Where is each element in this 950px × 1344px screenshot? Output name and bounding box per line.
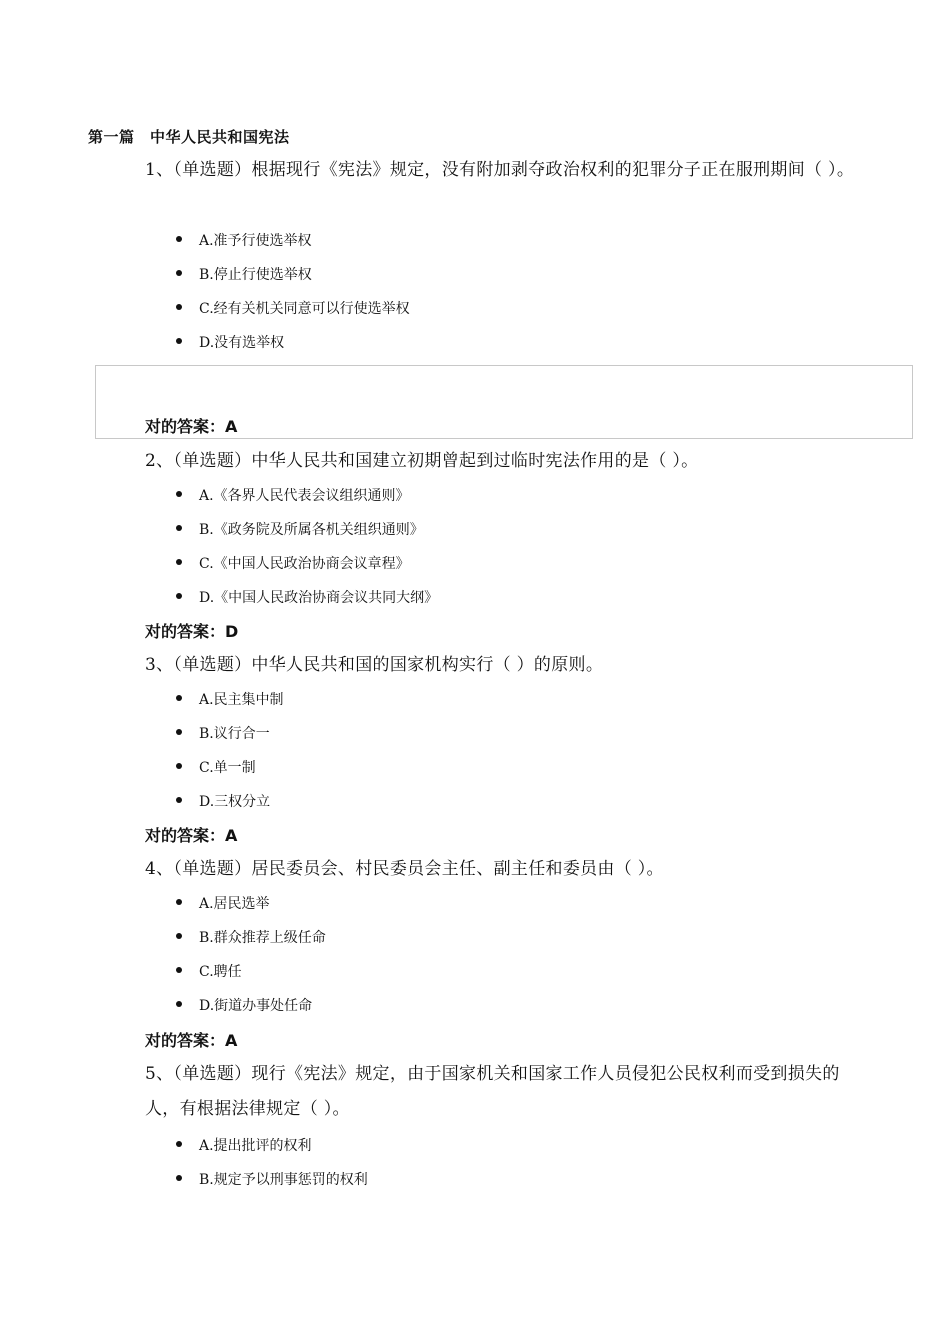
section-title: 第一篇 中华人民共和国宪法 (88, 128, 290, 146)
option-label: D.街道办事处任命 (199, 998, 313, 1014)
option-label: D.三权分立 (199, 794, 271, 810)
option-label: C.聘任 (199, 964, 242, 980)
question-2-answer: 对的答案：D (145, 622, 239, 641)
question-5-option-b (176, 1170, 368, 1190)
bullet-icon (176, 559, 182, 565)
bullet-icon (176, 1175, 182, 1181)
question-2-option-c (176, 554, 410, 574)
option-label: C.经有关机关同意可以行使选举权 (199, 301, 410, 317)
question-4-option-a (176, 894, 270, 914)
question-4-text: 4、（单选题）居民委员会、村民委员会主任、副主任和委员由（ ）。 (145, 859, 664, 879)
bullet-icon (176, 933, 182, 939)
question-2-option-b (176, 520, 424, 540)
bullet-icon (176, 338, 182, 344)
bullet-icon (176, 729, 182, 735)
question-2-option-a (176, 486, 410, 506)
question-3-option-b (176, 724, 270, 744)
bullet-icon (176, 525, 182, 531)
option-label: A.提出批评的权利 (199, 1138, 312, 1154)
question-3-option-c (176, 758, 256, 778)
option-label: A.《各界人民代表会议组织通则》 (199, 488, 410, 504)
option-label: D.《中国人民政治协商会议共同大纲》 (199, 590, 439, 606)
option-label: B.规定予以刑事惩罚的权利 (199, 1172, 368, 1188)
question-3-option-d (176, 792, 270, 812)
question-4-option-c (176, 962, 242, 982)
question-3-text: 3、（单选题）中华人民共和国的国家机构实行（ ）的原则。 (145, 655, 604, 675)
option-label: C.《中国人民政治协商会议章程》 (199, 556, 410, 572)
question-5-option-a (176, 1136, 312, 1156)
option-label: B.《政务院及所属各机关组织通则》 (199, 522, 424, 538)
question-2-option-d (176, 588, 438, 608)
question-4-option-d (176, 996, 312, 1016)
bullet-icon (176, 1141, 182, 1147)
question-3-option-a (176, 690, 284, 710)
question-1-option-b (176, 265, 312, 285)
option-label: B.群众推荐上级任命 (199, 930, 326, 946)
question-4-option-b (176, 928, 326, 948)
bullet-icon (176, 491, 182, 497)
bullet-icon (176, 270, 182, 276)
bullet-icon (176, 304, 182, 310)
question-2-text: 2、（单选题）中华人民共和国建立初期曾起到过临时宪法作用的是（ ）。 (145, 451, 699, 471)
bullet-icon (176, 967, 182, 973)
question-1-option-c (176, 299, 410, 319)
question-4-answer: 对的答案：A (145, 1031, 238, 1050)
question-1-answer: 对的答案：A (145, 417, 238, 436)
question-1-text: 1、（单选题）根据现行《宪法》规定，没有附加剥夺政治权利的犯罪分子正在服刑期间（ ）。 (145, 160, 855, 180)
option-label: D.没有选举权 (199, 335, 285, 351)
question-1-option-a (176, 231, 312, 251)
bullet-icon (176, 797, 182, 803)
option-label: A.民主集中制 (199, 692, 284, 708)
bullet-icon (176, 1001, 182, 1007)
bullet-icon (176, 236, 182, 242)
bullet-icon (176, 593, 182, 599)
option-label: B.议行合一 (199, 726, 270, 742)
question-1-option-d (176, 333, 284, 353)
option-label: A.居民选举 (199, 896, 270, 912)
option-label: B.停止行使选举权 (199, 267, 312, 283)
bullet-icon (176, 899, 182, 905)
bullet-icon (176, 695, 182, 701)
question-3-answer: 对的答案：A (145, 826, 238, 845)
option-label: C.单一制 (199, 760, 256, 776)
option-label: A.准予行使选举权 (199, 233, 312, 249)
bullet-icon (176, 763, 182, 769)
question-5-text: 5、（单选题）现行《宪法》规定，由于国家机关和国家工作人员侵犯公民权利而受到损失的人，有根据法律规定（ ）。 (145, 1064, 840, 1119)
